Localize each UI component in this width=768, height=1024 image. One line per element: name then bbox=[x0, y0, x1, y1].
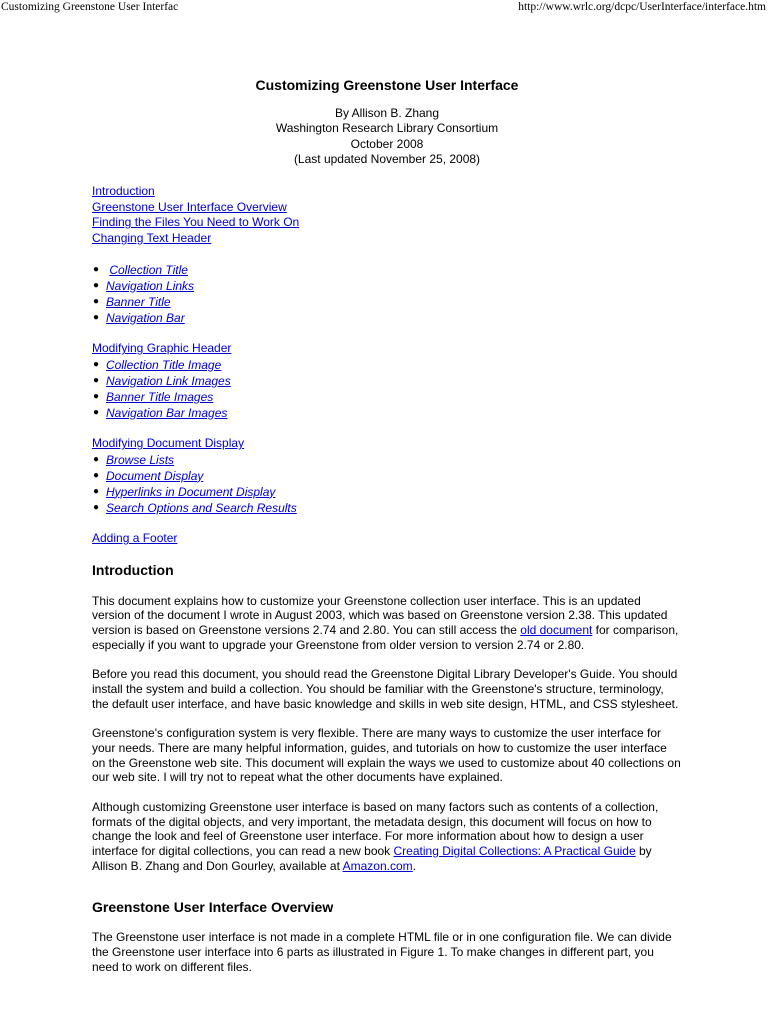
book-link[interactable]: Creating Digital Collections: A Practical Guide bbox=[393, 843, 636, 858]
toc-link-collection-title-image[interactable]: Collection Title Image bbox=[106, 357, 222, 372]
print-url: http://www.wrlc.org/dcpc/UserInterface/interface.htm bbox=[518, 1, 766, 13]
list-item bbox=[92, 468, 682, 484]
list-item bbox=[92, 310, 682, 326]
bullet-icon: ● bbox=[93, 485, 100, 497]
toc-link-banner-title-images[interactable]: Banner Title Images bbox=[106, 389, 214, 404]
toc-link-browse-lists[interactable]: Browse Lists bbox=[106, 452, 175, 467]
list-item bbox=[92, 294, 682, 310]
introduction-heading: Introduction bbox=[92, 561, 174, 578]
intro-paragraph-2: Before you read this document, you should read the Greenstone Digital Library Developer's Guide. You should install the system and build a collection. You should be familiar with the Greenstone's structure, terminology, the default user interface, and have basic knowledge and skills in web site design, HTML, and CSS stylesheet. bbox=[92, 667, 679, 711]
toc-link-finding-files[interactable]: Finding the Files You Need to Work On bbox=[92, 215, 300, 230]
bullet-icon: ● bbox=[93, 374, 100, 386]
toc-link-document-display-sub[interactable]: Document Display bbox=[106, 468, 204, 483]
bullet-icon: ● bbox=[93, 311, 100, 323]
bullet-icon: ● bbox=[93, 295, 100, 307]
toc-link-overview[interactable]: Greenstone User Interface Overview bbox=[92, 199, 287, 214]
toc-link-navigation-links[interactable]: Navigation Links bbox=[106, 278, 195, 293]
section-overview bbox=[92, 898, 682, 974]
document bbox=[92, 76, 682, 974]
text: Although customizing Greenstone user interface is based on many factors such as contents of a collection, formats of the digital objects, and very important, the metadata design, this document will focus on how to change the look and feel of Greenstone user interface. For more information about how to design a user interface for digital collections, you can read a new book bbox=[92, 799, 659, 858]
bullet-icon: ● bbox=[93, 358, 100, 370]
overview-heading: Greenstone User Interface Overview bbox=[92, 899, 334, 916]
toc-link-navigation-bar[interactable]: Navigation Bar bbox=[106, 310, 185, 325]
list-item bbox=[92, 405, 682, 421]
section-introduction bbox=[92, 561, 682, 874]
text: . bbox=[412, 858, 416, 873]
bullet-icon: ● bbox=[93, 453, 100, 465]
document-title: Customizing Greenstone User Interface bbox=[255, 77, 519, 93]
toc-link-introduction[interactable]: Introduction bbox=[92, 184, 155, 199]
intro-paragraph-1 bbox=[92, 594, 682, 653]
print-page-title: Customizing Greenstone User Interfac bbox=[1, 1, 179, 13]
toc-link-collection-title[interactable]: Collection Title bbox=[109, 262, 188, 277]
list-item bbox=[92, 484, 682, 500]
list-item bbox=[92, 500, 682, 516]
bullet-icon: ● bbox=[93, 406, 100, 418]
list-item bbox=[92, 357, 682, 373]
toc-link-navigation-bar-images[interactable]: Navigation Bar Images bbox=[106, 405, 228, 420]
last-updated: (Last updated November 25, 2008) bbox=[293, 151, 481, 166]
toc-link-changing-text-header[interactable]: Changing Text Header bbox=[92, 230, 212, 245]
bullet-icon: ● bbox=[93, 279, 100, 291]
document-meta bbox=[92, 106, 682, 167]
toc-link-navigation-link-images[interactable]: Navigation Link Images bbox=[106, 373, 231, 388]
amazon-link[interactable]: Amazon.com bbox=[342, 858, 413, 873]
bullet-icon: ● bbox=[93, 390, 100, 402]
toc-link-search-options[interactable]: Search Options and Search Results bbox=[106, 500, 297, 515]
toc-link-hyperlinks[interactable]: Hyperlinks in Document Display bbox=[106, 484, 276, 499]
text: by Allison B. Zhang and Don Gourley, available at bbox=[92, 843, 652, 873]
list-item bbox=[92, 373, 682, 389]
text: for comparison, especially if you want to upgrade your Greenstone from older version to version 2.74 or 2.80. bbox=[92, 623, 679, 652]
print-header bbox=[0, 0, 768, 18]
bullet-icon: ● bbox=[93, 263, 100, 275]
toc-link-graphic-header[interactable]: Modifying Graphic Header bbox=[92, 341, 232, 356]
list-item bbox=[92, 278, 682, 294]
overview-paragraph-1: The Greenstone user interface is not made in a complete HTML file or in one configuration file. We can divide the Greenstone user interface into 6 parts as illustrated in Figure 1. To make changes in different part, you need to work on different files. bbox=[92, 930, 672, 974]
toc-sublist-document-display bbox=[92, 452, 682, 516]
toc-link-footer[interactable]: Adding a Footer bbox=[92, 531, 178, 546]
byline: By Allison B. Zhang bbox=[334, 106, 440, 120]
toc-sublist-graphic-header bbox=[92, 357, 682, 421]
text: This document explains how to customize your Greenstone collection user interface. This is an updated version of the document I wrote in August 2003, which was based on Greenstone version 2.38. This updated version is based on Greenstone versions 2.74 and 2.80. You can still access the bbox=[92, 593, 668, 638]
old-document-link[interactable]: old document bbox=[520, 623, 593, 638]
table-of-contents bbox=[92, 184, 682, 547]
toc-link-banner-title[interactable]: Banner Title bbox=[106, 294, 171, 309]
list-item bbox=[92, 262, 682, 278]
list-item bbox=[92, 452, 682, 468]
intro-paragraph-4 bbox=[92, 800, 682, 874]
date: October 2008 bbox=[350, 136, 424, 151]
toc-sublist-text-header bbox=[92, 262, 682, 326]
intro-paragraph-3: Greenstone's configuration system is very flexible. There are many ways to customize the user interface for your needs. There are many helpful information, guides, and tutorials on how to customize the user interface on the Greenstone web site. This document will explain the ways we used to customize about 40 collections on our web site. I will try not to repeat what the other documents have explained. bbox=[92, 726, 681, 785]
list-item bbox=[92, 389, 682, 405]
toc-link-document-display[interactable]: Modifying Document Display bbox=[92, 436, 245, 451]
bullet-icon: ● bbox=[93, 469, 100, 481]
organization: Washington Research Library Consortium bbox=[275, 121, 499, 136]
bullet-icon: ● bbox=[93, 501, 100, 513]
